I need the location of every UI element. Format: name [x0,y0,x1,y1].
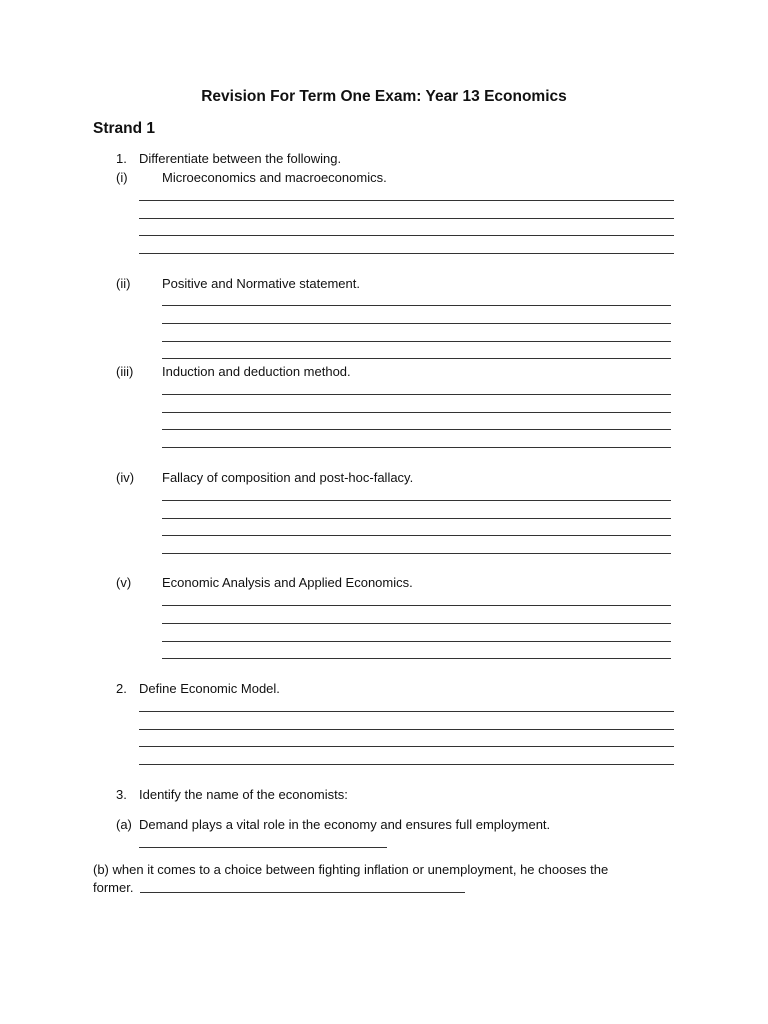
q3-a-label: (a) [116,817,132,832]
answer-line [162,518,671,519]
answer-line [139,235,674,236]
answer-line [162,341,671,342]
page-title: Revision For Term One Exam: Year 13 Economics [201,88,567,105]
answer-line [139,253,674,254]
answer-line [139,218,674,219]
q3-a-text: Demand plays a vital role in the economy and ensures full employment. [139,817,551,832]
q1-part-i-label: (i) [116,170,128,185]
q1-number: 1. [116,151,127,166]
answer-line [162,605,671,606]
q2-number: 2. [116,681,127,696]
q3-number: 3. [116,787,127,802]
answer-line [162,429,671,430]
q2-text: Define Economic Model. [139,681,280,696]
q1-part-iii-label: (iii) [116,364,134,379]
q1-part-i-text: Microeconomics and macroeconomics. [162,170,387,185]
answer-line [162,623,671,624]
answer-line [139,847,387,848]
q3-text: Identify the name of the economists: [139,787,348,802]
q1-part-ii-label: (ii) [116,276,131,291]
answer-line [162,305,671,306]
answer-line [140,892,465,893]
answer-line [162,323,671,324]
answer-line [162,394,671,395]
q1-part-iv-label: (iv) [116,470,135,485]
answer-line [139,729,674,730]
q1-part-iv-text: Fallacy of composition and post-hoc-fallacy. [162,470,414,485]
answer-line [162,535,671,536]
strand-heading: Strand 1 [93,120,156,137]
answer-line [162,641,671,642]
answer-line [139,200,674,201]
answer-line [162,553,671,554]
q3-b-text-continued: former. [93,880,134,895]
q3-b-text: (b) when it comes to a choice between fighting inflation or unemployment, he chooses the [93,862,609,877]
answer-line [162,658,671,659]
answer-line [139,711,674,712]
answer-line [139,764,674,765]
answer-line [162,447,671,448]
answer-line [162,500,671,501]
answer-line [162,412,671,413]
q1-part-ii-text: Positive and Normative statement. [162,276,360,291]
q1-part-v-label: (v) [116,575,132,590]
q1-part-v-text: Economic Analysis and Applied Economics. [162,575,413,590]
q1-text: Differentiate between the following. [139,151,342,166]
q1-part-iii-text: Induction and deduction method. [162,364,351,379]
answer-line [139,746,674,747]
answer-line [162,358,671,359]
